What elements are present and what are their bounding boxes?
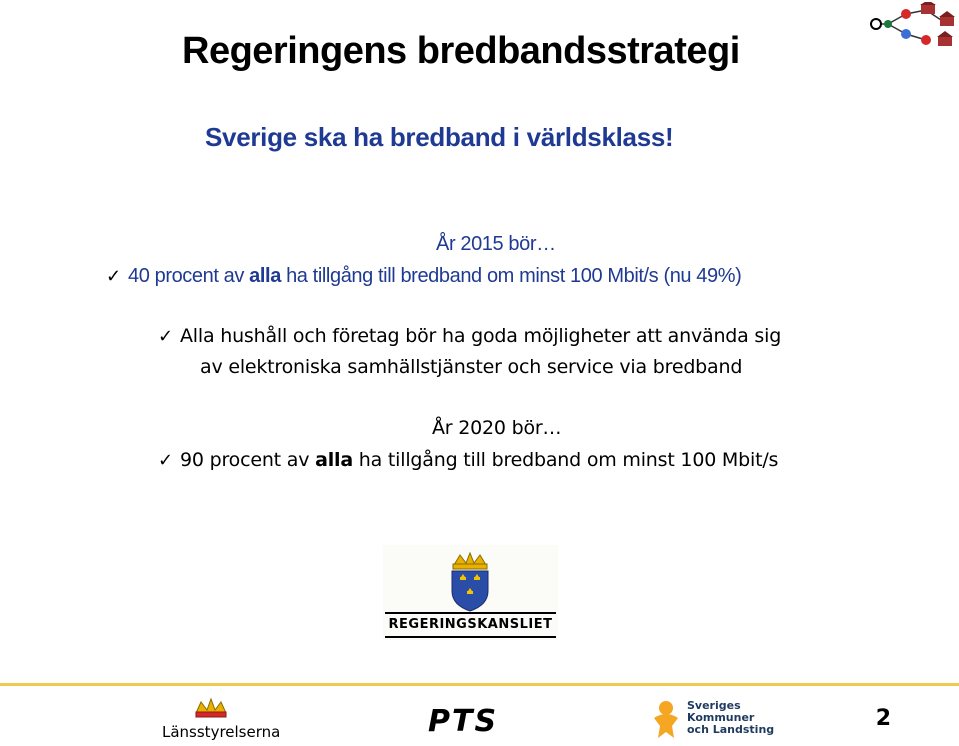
heading-2015: År 2015 bör… [436,233,556,255]
skl-figure-icon [650,698,682,740]
network-logo-icon [866,2,959,52]
skl-text: Sveriges Kommuner och Landsting [687,699,775,736]
checkmark-icon: ✓ [158,450,173,471]
pts-logo: PTS [428,704,499,739]
checkmark-icon: ✓ [158,326,173,347]
page-title: Regeringens bredbandsstrategi [182,30,740,72]
bullet-2015-2: ✓ Alla hushåll och företag bör ha goda möjligheter att använda sig [158,325,782,347]
regeringskansliet-band [385,612,556,638]
bullet-2020-1: ✓ 90 procent av alla ha tillgång till bredband om minst 100 Mbit/s [158,449,779,471]
bullet-2015-1: ✓ 40 procent av alla ha tillgång till bredband om minst 100 Mbit/s (nu 49%) [106,265,742,287]
page-subtitle: Sverige ska ha bredband i världsklass! [205,122,674,152]
bullet-2015-2-continued: av elektroniska samhällstjänster och service via bredband [200,356,743,378]
checkmark-icon: ✓ [106,266,121,286]
lansstyrelserna-text: Länsstyrelserna [162,723,281,741]
lansstyrelserna-crown-icon [193,697,229,719]
regeringskansliet-text: REGERINGSKANSLIET [388,617,553,632]
regeringskansliet-logo [383,545,558,640]
heading-2020: År 2020 bör… [432,417,562,439]
footer-divider [0,683,959,686]
crown-shield-icon [446,551,494,613]
page-number: 2 [875,706,891,731]
